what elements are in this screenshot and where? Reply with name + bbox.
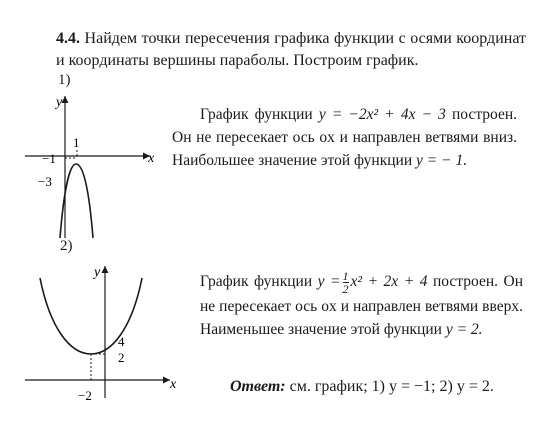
- axis-label-x: x: [170, 377, 177, 392]
- part1-text-before: График функции: [200, 106, 313, 123]
- axis-label-x: x: [148, 151, 155, 166]
- tick-label-minus-two: −2: [78, 388, 92, 403]
- problem-intro: Найдем точки пересечения графика функции с осями координат и координаты вершины параболы. Построим график.: [56, 30, 527, 69]
- part2-result: y = 2.: [445, 321, 483, 338]
- axis-label-y: y: [94, 265, 101, 280]
- tick-label-minus-three: −3: [38, 174, 52, 189]
- problem-header: [56, 28, 526, 72]
- part1-text-after: построен. Он не пересекает ось ox и направлен ветвями вниз. Наибольшее значение этой функции: [172, 106, 518, 169]
- part2-graph: [20, 258, 190, 413]
- part1-graph: [20, 88, 170, 243]
- fraction-denominator: 2: [342, 282, 349, 296]
- axis-label-y: y: [56, 95, 63, 110]
- tick-label-two: 2: [118, 350, 125, 365]
- fraction-numerator: 1: [342, 269, 349, 283]
- part1-marker: 1): [58, 72, 71, 88]
- part1-text: [172, 103, 517, 172]
- answer-label: Ответ:: [230, 378, 286, 395]
- tick-label-minus-one: −1: [42, 151, 56, 166]
- tick-label-one: 1: [73, 135, 80, 150]
- part2-text: [200, 270, 523, 341]
- part1-formula: y = −2x² + 4x − 3: [318, 106, 446, 123]
- answer-text: см. график; 1) y = −1; 2) y = 2.: [289, 378, 494, 395]
- answer-line: [230, 378, 494, 396]
- problem-number: 4.4.: [56, 30, 80, 47]
- fraction-one-half: [343, 270, 349, 295]
- parabola-up: [40, 278, 142, 354]
- part2-marker: 2): [60, 238, 73, 254]
- part2-formula-rest: x² + 2x + 4: [350, 273, 428, 291]
- part2-formula-y: y =: [317, 273, 341, 291]
- tick-label-four: 4: [118, 334, 125, 349]
- part2-text-after: построен. Он не пересекает ось ox и направлен ветвями вверх. Наименьшее значение этой функции: [200, 273, 524, 338]
- part1-result: y = − 1.: [416, 152, 468, 169]
- part2-text-before: График функции: [200, 273, 313, 291]
